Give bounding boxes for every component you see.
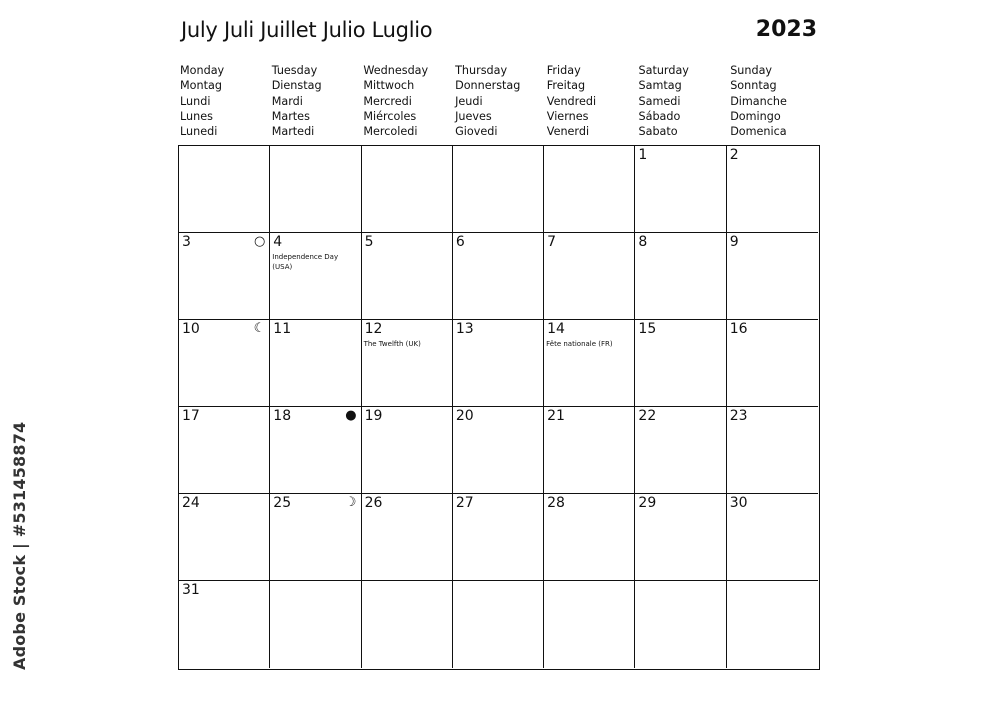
weekday-name: Mercoledi [363,125,418,139]
day-cell [179,146,270,233]
day-cell [727,407,818,494]
weekday-column [272,63,363,139]
weekday-name: Viernes [546,109,589,123]
moon-phase-icon: ● [345,408,357,423]
weekday-name: Miércoles [363,109,417,123]
day-number: 29 [638,495,657,511]
weekday-name: Sunday [730,64,773,77]
weekday-name: Sonntag [730,79,777,93]
day-number: 20 [455,408,474,424]
day-cell [453,494,544,581]
weekday-name: Mardi [271,94,303,108]
day-number: 30 [729,495,748,511]
day-cell [727,494,818,581]
day-cell [362,407,453,494]
weekday-column [547,63,638,139]
weekday-name: Lunedi [180,125,218,139]
day-cell [544,494,635,581]
day-number: 6 [455,234,465,250]
stock-watermark [8,421,30,670]
day-cell [727,320,818,407]
day-cell [362,146,453,233]
weekday-name: Dimanche [730,94,787,108]
day-cell [362,581,453,668]
weekday-name: Martedi [271,125,315,139]
day-cell [453,146,544,233]
weekday-name: Lundi [180,94,211,108]
weekday-name: Martes [271,109,310,123]
day-cell [270,494,361,581]
day-number: 3 [182,234,191,250]
day-cell [270,320,361,407]
weekday-name: Domingo [730,109,781,123]
holiday-label: Fête nationale (FR) [546,340,613,348]
day-cell [270,233,361,320]
day-number: 15 [638,321,657,337]
weekday-name: Donnerstag [455,79,521,93]
day-number: 25 [273,495,292,511]
weekday-name: Friday [546,64,581,77]
day-cell [270,581,361,668]
day-cell [635,581,726,668]
day-cell [635,146,726,233]
weekday-header [180,63,822,143]
weekday-column [180,63,271,139]
moon-phase-icon: ○ [253,234,266,249]
day-cell [635,233,726,320]
weekday-name: Giovedi [455,125,498,139]
watermark-text: Adobe Stock | #531458874 [10,421,29,670]
weekday-name: Vendredi [546,94,597,108]
weekday-column [730,63,821,139]
day-number: 22 [638,408,657,424]
day-cell [635,494,726,581]
weekday-name: Monday [180,64,225,77]
day-number: 19 [364,408,383,424]
weekday-name: Mercredi [363,94,412,108]
day-cell [362,320,453,407]
day-cell [453,320,544,407]
day-number: 10 [182,321,200,337]
day-number: 2 [729,147,739,163]
weekday-name: Samtag [638,79,682,93]
weekday-column [363,63,454,139]
day-number: 16 [729,321,748,337]
weekday-name: Domenica [730,125,787,139]
day-cell [453,233,544,320]
day-cell [544,407,635,494]
day-cell [544,146,635,233]
day-number: 13 [455,321,474,337]
day-cell [179,581,270,668]
day-number: 4 [273,234,283,250]
weekday-name: Tuesday [271,64,318,77]
holiday-label: Independence Day (USA) [272,253,339,271]
day-number: 9 [729,234,739,250]
weekday-name: Samedi [638,94,681,108]
day-number: 21 [547,408,565,424]
day-number: 17 [182,408,200,424]
day-number: 31 [182,582,200,598]
day-cell [179,407,270,494]
weekday-name: Lunes [180,109,213,123]
day-number: 7 [547,234,557,250]
day-number: 8 [638,234,648,250]
day-number: 11 [273,321,292,337]
moon-phase-icon: ☾ [253,321,266,336]
weekday-column [455,63,546,139]
weekday-name: Venerdi [546,125,590,139]
day-cell [179,320,270,407]
day-cell [727,233,818,320]
day-cell [544,233,635,320]
day-number: 27 [455,495,474,511]
day-number: 28 [547,495,565,511]
day-cell [635,320,726,407]
weekday-name: Jeudi [455,94,483,108]
day-cell [179,494,270,581]
day-cell [727,146,818,233]
day-number: 12 [364,321,383,337]
holiday-label: The Twelfth (UK) [363,340,421,348]
day-cell [453,407,544,494]
calendar-month-title: July Juli Juillet Julio Luglio [181,18,433,42]
weekday-name: Saturday [638,64,689,77]
day-number: 26 [364,495,383,511]
day-cell [544,320,635,407]
day-number: 23 [729,408,748,424]
weekday-name: Sabato [638,125,678,139]
day-number: 24 [182,495,200,511]
weekday-name: Thursday [455,64,508,77]
day-number: 1 [638,147,648,163]
day-number: 5 [364,234,374,250]
day-cell [635,407,726,494]
weekday-name: Jueves [455,109,492,123]
day-cell [270,146,361,233]
weekday-name: Sábado [638,109,681,123]
day-number: 18 [273,408,292,424]
day-cell [727,581,818,668]
moon-phase-icon: ☽ [344,495,357,510]
day-cell [544,581,635,668]
calendar-year: 2023 [755,17,817,42]
weekday-name: Dienstag [271,79,322,93]
weekday-column [639,63,730,139]
day-cell [362,233,453,320]
day-cell [270,407,361,494]
day-cell [453,581,544,668]
weekday-name: Montag [180,79,222,93]
calendar-grid [178,145,820,670]
day-cell [362,494,453,581]
weekday-name: Freitag [546,79,586,93]
weekday-name: Mittwoch [363,79,415,93]
day-cell [179,233,270,320]
weekday-name: Wednesday [363,64,429,77]
day-number: 14 [547,321,565,337]
